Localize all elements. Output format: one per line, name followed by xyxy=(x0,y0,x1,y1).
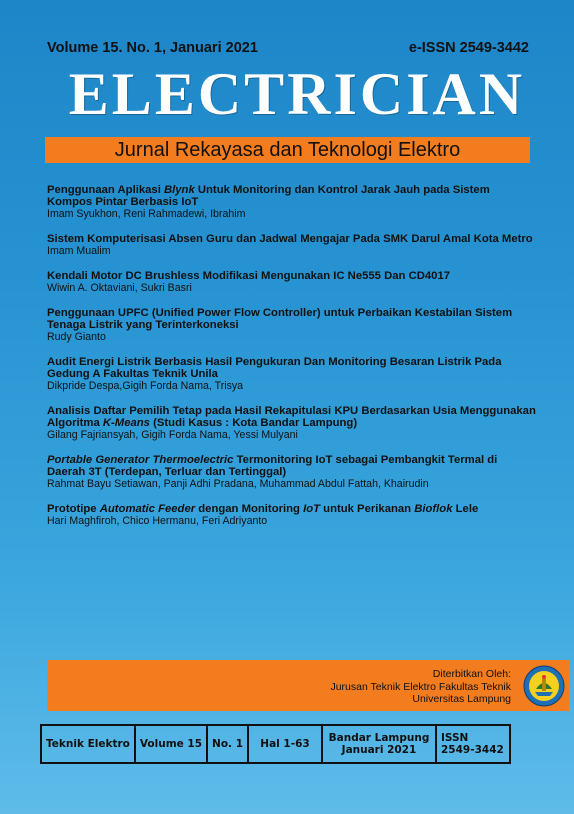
issn-label: ISSN xyxy=(441,732,469,744)
article-title-part: Penggunaan Aplikasi xyxy=(47,184,164,196)
article-title-part: Sistem Komputerisasi Absen Guru dan Jadwal Mengajar Pada SMK Darul Amal Kota Metro xyxy=(47,233,533,245)
article-title xyxy=(47,307,537,331)
article-title-part: Lele xyxy=(452,503,479,515)
article-item xyxy=(47,503,537,527)
article-authors: Dikpride Despa,Gigih Forda Nama, Trisya xyxy=(47,380,244,392)
cover-header xyxy=(47,40,529,56)
article-title-part: Blynk xyxy=(163,184,195,196)
article-item xyxy=(47,233,537,257)
article-title xyxy=(47,405,537,429)
article-title xyxy=(47,233,537,245)
article-item xyxy=(47,307,537,343)
article-item xyxy=(47,405,537,441)
journal-subtitle-bar xyxy=(45,137,530,163)
publisher-bar xyxy=(47,660,569,711)
university-logo-icon xyxy=(523,665,565,707)
place-date-cell xyxy=(322,725,436,763)
article-title xyxy=(47,356,537,380)
publisher-department: Jurusan Teknik Elektro Fakultas Teknik xyxy=(330,680,511,693)
article-title-part: Portable Generator Thermoelectric xyxy=(47,454,234,466)
article-authors: Wiwin A. Oktaviani, Sukri Basri xyxy=(47,282,192,294)
publisher-university: Universitas Lampung xyxy=(412,693,511,705)
article-title-part: Prototipe xyxy=(47,503,100,515)
article-title-part: dengan Monitoring xyxy=(195,503,304,515)
issn-number: 2549-3442 xyxy=(441,744,504,756)
article-title xyxy=(47,454,537,478)
article-title xyxy=(47,184,537,208)
article-item xyxy=(47,270,537,294)
publisher-info xyxy=(330,668,511,706)
article-list xyxy=(47,184,537,540)
article-title xyxy=(47,503,537,515)
article-title-part: Termonitoring IoT sebagai Pembangkit Termal di Daerah 3T (Terdepan, Terluar dan Tertinggal) xyxy=(47,454,498,478)
article-title xyxy=(47,270,537,282)
eissn-label: e-ISSN 2549-3442 xyxy=(408,40,529,56)
publisher-label: Diterbitkan Oleh: xyxy=(432,668,511,680)
article-authors: Imam Syukhon, Reni Rahmadewi, Ibrahim xyxy=(47,208,246,220)
article-title-part: Audit Energi Listrik Berbasis Hasil Pengukuran Dan Monitoring Besaran Listrik Pada Gedung A Fakultas Teknik Unila xyxy=(47,356,502,380)
article-item xyxy=(47,184,537,220)
article-title-part: untuk Perikanan xyxy=(320,503,415,515)
number-cell: No. 1 xyxy=(207,725,248,763)
article-title-part: K-Means xyxy=(102,417,150,429)
article-item xyxy=(47,454,537,490)
article-title-part: Bioflok xyxy=(414,503,453,515)
date-label: Januari 2021 xyxy=(341,744,417,756)
journal-subtitle: Jurnal Rekayasa dan Teknologi Elektro xyxy=(114,139,461,161)
article-authors: Rudy Gianto xyxy=(47,331,106,343)
volume-cell: Volume 15 xyxy=(135,725,207,763)
article-title-part: Automatic Feeder xyxy=(99,503,196,515)
article-title-part: Kendali Motor DC Brushless Modifikasi Mengunakan IC Ne555 Dan CD4017 xyxy=(47,270,451,282)
journal-title: ELECTRICIAN xyxy=(68,61,526,127)
article-authors: Imam Mualim xyxy=(47,245,111,257)
issue-info-table xyxy=(40,724,511,764)
article-title-part: IoT xyxy=(303,503,321,515)
article-title-part: Untuk Monitoring dan Kontrol Jarak Jauh pada Sistem Kompos Pintar Berbasis IoT xyxy=(47,184,490,208)
article-title-part: Analisis Daftar Pemilih Tetap pada Hasil Rekapitulasi KPU Berdasarkan Usia Menggunakan Algoritma xyxy=(47,405,536,429)
article-item xyxy=(47,356,537,392)
place-label: Bandar Lampung xyxy=(328,732,430,744)
issn-cell xyxy=(436,725,510,763)
volume-issue-label: Volume 15. No. 1, Januari 2021 xyxy=(47,40,258,56)
article-authors: Hari Maghfiroh, Chico Hermanu, Feri Adriyanto xyxy=(47,515,268,527)
article-title-part: (Studi Kasus : Kota Bandar Lampung) xyxy=(149,417,358,429)
pages-cell: Hal 1-63 xyxy=(248,725,322,763)
article-authors: Gilang Fajriansyah, Gigih Forda Nama, Yessi Mulyani xyxy=(47,429,298,441)
dept-cell: Teknik Elektro xyxy=(41,725,135,763)
article-authors: Rahmat Bayu Setiawan, Panji Adhi Pradana, Muhammad Abdul Fattah, Khairudin xyxy=(47,478,429,490)
article-title-part: Penggunaan UPFC (Unified Power Flow Controller) untuk Perbaikan Kestabilan Sistem Tenaga Listrik yang Terinterkoneksi xyxy=(47,307,513,331)
